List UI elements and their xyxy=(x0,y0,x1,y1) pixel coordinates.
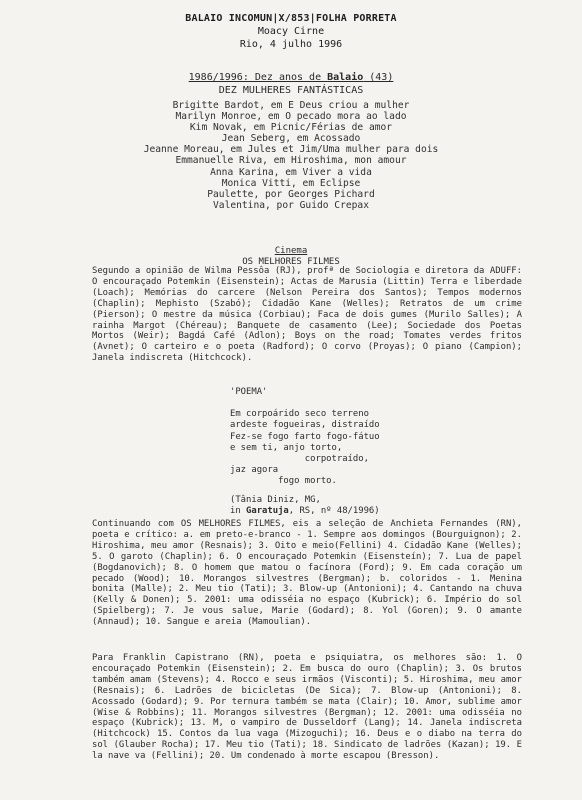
poem-title: 'POEMA' xyxy=(230,387,268,397)
poem-line: fogo morto. xyxy=(230,476,337,487)
poem-block xyxy=(230,387,430,517)
franklin-capistrano-paragraph: Para Franklin Capistrano (RN), poeta e psiquiatra, os melhores são: 1. O encouraçado Potemkin (Eisenstein); 2. Em busca do ouro (Chaplin); 3. Os brutos também amam (Stevens); 4. Rocco e seus irmãos (Visconti); 5. Hiroshima, meu amor (Resnais); 6. Ladrões de bicicletas (De Sica); 7. Blow-up (Antonioni); 8. Acossado (Godard); 9. Por ternura também se mata (Clair); 10. Amor, sublime amor (Wise & Robbins); 11. Morangos silvestres (Bergman); 12. 2001: uma odisséia no espaço (Kubrick); 13. M, o vampiro de Dusseldorf (Lang); 14. Janela indiscreta (Hitchcock) 15. Contos da lua vaga (Mizoguchi); 16. Deus e o diabo na terra do sol (Glauber Rocha); 17. Meu tio (Tati); 18. Sindicato de ladrões (Kazan); 19. E la nave va (Fellini); 20. Um condenado à morte escapou (Bresson). xyxy=(92,653,522,762)
anniversary-heading: 1986/1996: Dez anos de Balaio (43) xyxy=(188,72,394,83)
women-list-item: Marilyn Monroe, em O pecado mora ao lado xyxy=(175,111,407,123)
women-list-item: Monica Vitti, em Eclipse xyxy=(221,177,361,189)
document-header xyxy=(0,12,582,51)
balaio-name: Balaio xyxy=(327,72,364,83)
women-list-item: Emmanuelle Riva, em Hiroshima, mon amour xyxy=(175,155,407,167)
poem-line: corpotraído, xyxy=(230,454,369,465)
women-heading: DEZ MULHERES FANTÁSTICAS xyxy=(218,85,364,96)
author-name: Moacy Cirne xyxy=(257,26,325,37)
women-list-item: Brigitte Bardot, em E Deus criou a mulher xyxy=(172,100,410,111)
section-heading xyxy=(0,71,582,97)
best-films-heading: OS MELHORES FILMES xyxy=(242,256,340,267)
poem-line: e sem ti, anjo torto, xyxy=(230,442,343,453)
women-list-item: Jeanne Moreau, em Jules et Jim/Uma mulher para dois xyxy=(143,144,439,156)
women-list-item: Paulette, por Georges Pichard xyxy=(207,188,375,200)
women-list-item: Jean Seberg, em Acossado xyxy=(221,133,361,145)
cinema-label: Cinema xyxy=(274,246,308,256)
women-list-item: Kim Novak, em Picnic/Férias de amor xyxy=(189,122,393,134)
publication-name: Garatuja xyxy=(246,505,289,516)
anchieta-fernandes-paragraph: Continuando com OS MELHORES FILMES, eis a seleção de Anchieta Fernandes (RN), poeta e crítico: a. em preto-e-branco - 1. Sempre aos domingos (Bourguignon); 2. Hiroshima, meu amor (Resnais); 3. Oito e meio(Fellini) 4. Cidadão Kane (Welles); 5. O garoto (Chaplin); 6. O encouraçado Potemkin (Eisensteín); 7. Lua de papel (Bogdanovich); 8. O homem que matou o facínora (Ford); 9. Em cada coração um pecado (Wood); 10. Morangos silvestres (Bergman); b. coloridos - 1. Menina bonita (Malle); 2. Meu tio (Tati); 3. Blow-up (Antonioni); 4. Cantando na chuva (Kelly & Donen); 5. 2001: uma odisséia no espaço (Kubrick); 6. Império do sol (Spielberg); 7. Je vous salue, Marie (Godard); 8. Yol (Goren); 9. O amante (Annaud); 10. Sangue e areia (Mamoulian). xyxy=(92,519,522,628)
poem-line: jaz agora xyxy=(230,465,279,476)
poem-line: ardeste fogueiras, distraído xyxy=(230,420,380,431)
place-date: Rio, 4 julho 1996 xyxy=(239,39,343,50)
poem-credit: (Tânia Diniz, MG, xyxy=(230,494,321,505)
women-list-item: Anna Karina, em Viver a vida xyxy=(210,166,372,178)
women-list xyxy=(0,100,582,211)
poem-line: Em corpoárido seco terreno xyxy=(230,409,369,420)
poem-line: Fez-se fogo farto fogo-fátuo xyxy=(230,431,380,442)
poem-publication: in Garatuja, RS, nº 48/1996) xyxy=(230,505,380,516)
wilma-pessoa-paragraph: Segundo a opinião de Wilma Pessôa (RJ), profª de Sociologia e diretora da ADUFF: O encouraçado Potemkin (Eisenstein); Actas de Marusia (Littin) Terra e liberdade (Loach); Memórias do carcere (Nelson Pereira dos Santos); Tempos modernos (Chaplin); Mephisto (Szabó); Cidadão Kane (Welles); Retratos de um crime (Pierson); O mestre da música (Corbiau); Faca de dois gumes (Murilo Salles); A rainha Margot (Chéreau); Banquete de casamento (Lee); Sociedade dos Poetas Mortos (Weir); Bagdá Café (Adlon); Boys on the road; Tomates verdes fritos (Avnet); O carteiro e o poeta (Radford); O corvo (Proyas); O piano (Campion); Janela indiscreta (Hitchcock). xyxy=(92,266,522,364)
cinema-heading xyxy=(0,246,582,267)
women-list-item: Valentina, por Guido Crepax xyxy=(213,199,369,211)
newsletter-title: BALAIO INCOMUN|X/853|FOLHA PORRETA xyxy=(185,13,397,24)
